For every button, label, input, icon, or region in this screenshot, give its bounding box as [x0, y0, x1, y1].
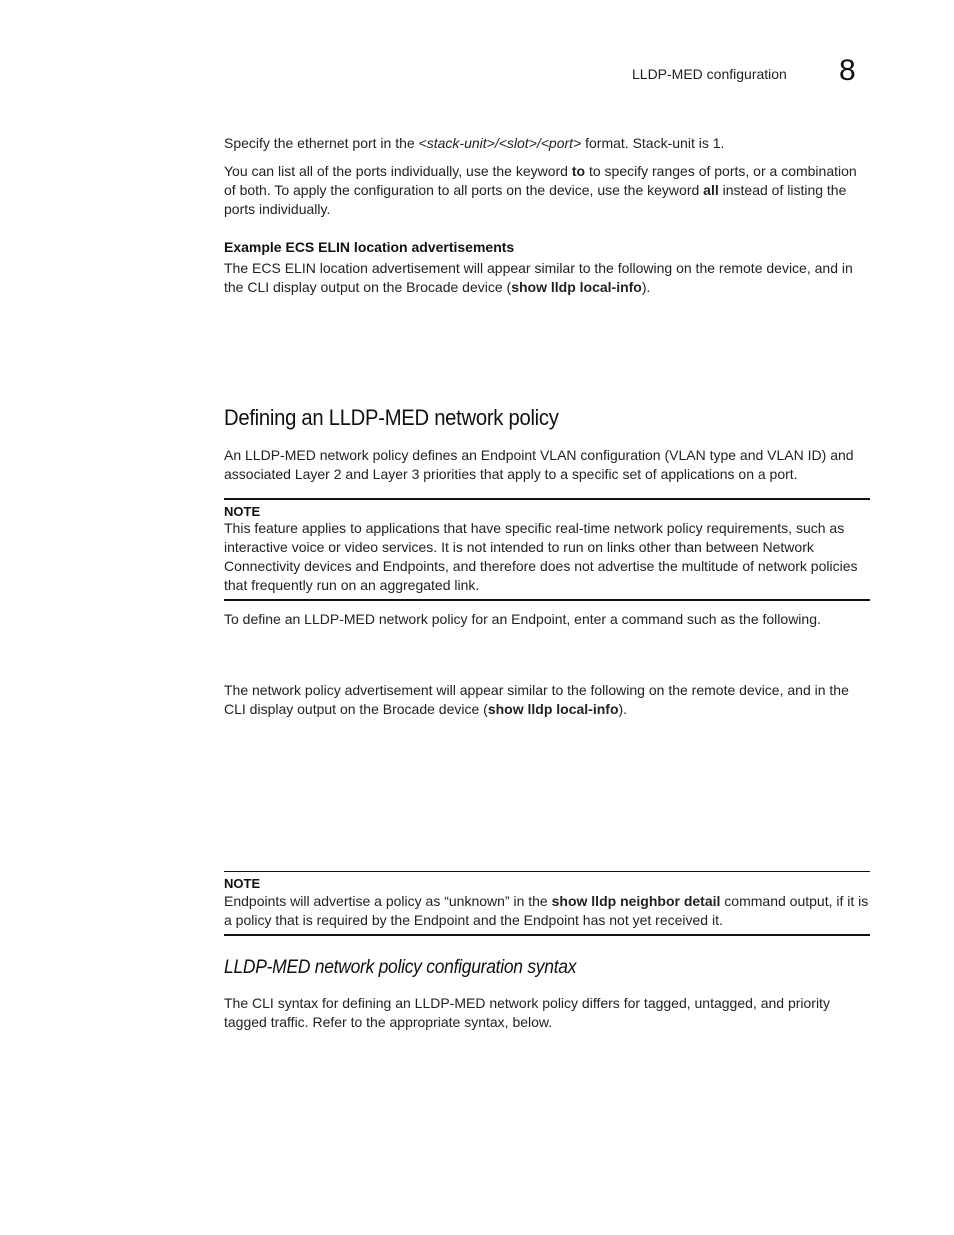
keyword-all: all	[703, 182, 719, 198]
ecs-elin-paragraph: The ECS ELIN location advertisement will appear similar to the following on the remote device, and in the CLI display output on the Brocade device (show lldp local-info).	[224, 260, 853, 295]
command-show-lldp-local-info: show lldp local-info	[487, 701, 619, 717]
command-show-lldp-local-info: show lldp local-info	[511, 279, 642, 295]
section-title: Defining an LLDP-MED network policy	[224, 405, 559, 430]
example-heading: Example ECS ELIN location advertisements	[224, 239, 515, 255]
chapter-number: 8	[839, 54, 856, 87]
note-text: This feature applies to applications that have specific real-time network policy requirements, such as interactive voice or video services. It is not intended to run on links other than between Network Connectivity devices and Endpoints, and therefore does not advertise the multitude of network policies that frequently run on an aggregated link.	[224, 520, 858, 593]
command-show-lldp-neighbor-detail: show lldp neighbor detail	[551, 893, 721, 909]
policy-advertisement-paragraph: The network policy advertisement will appear similar to the following on the remote device, and in the CLI display output on the Brocade device (show lldp local-info).	[224, 682, 849, 717]
network-policy-paragraph: An LLDP-MED network policy defines an Endpoint VLAN configuration (VLAN type and VLAN ID) and associated Layer 2 and Layer 3 priorities that apply to a specific set of applications on a port.	[224, 447, 854, 482]
subsection-title: LLDP-MED network policy configuration syntax	[224, 957, 577, 978]
note-bottom-divider	[224, 934, 870, 936]
note-label: NOTE	[224, 504, 261, 519]
port-format-syntax: <stack-unit>/<slot>/<port>	[418, 135, 582, 151]
keyword-to: to	[571, 163, 586, 179]
define-policy-paragraph: To define an LLDP-MED network policy for an Endpoint, enter a command such as the following.	[224, 611, 821, 627]
note-top-divider	[224, 498, 870, 500]
running-header-title: LLDP-MED configuration	[632, 66, 787, 82]
port-list-paragraph: You can list all of the ports individually, use the keyword to to specify ranges of ports, or a combination of both. To apply the configuration to all ports on the device, use the keyword all instead of listing the ports individually.	[224, 163, 857, 217]
note-label: NOTE	[224, 876, 261, 891]
note-bottom-divider	[224, 599, 870, 601]
port-format-paragraph: Specify the ethernet port in the <stack-unit>/<slot>/<port> format. Stack-unit is 1.	[224, 135, 725, 151]
note-text: Endpoints will advertise a policy as “unknown” in the show lldp neighbor detail command output, if it is a policy that is required by the Endpoint and the Endpoint has not yet received it.	[224, 893, 869, 928]
syntax-paragraph: The CLI syntax for defining an LLDP-MED network policy differs for tagged, untagged, and priority tagged traffic. Refer to the appropriate syntax, below.	[224, 995, 830, 1030]
note-top-divider	[224, 871, 870, 872]
